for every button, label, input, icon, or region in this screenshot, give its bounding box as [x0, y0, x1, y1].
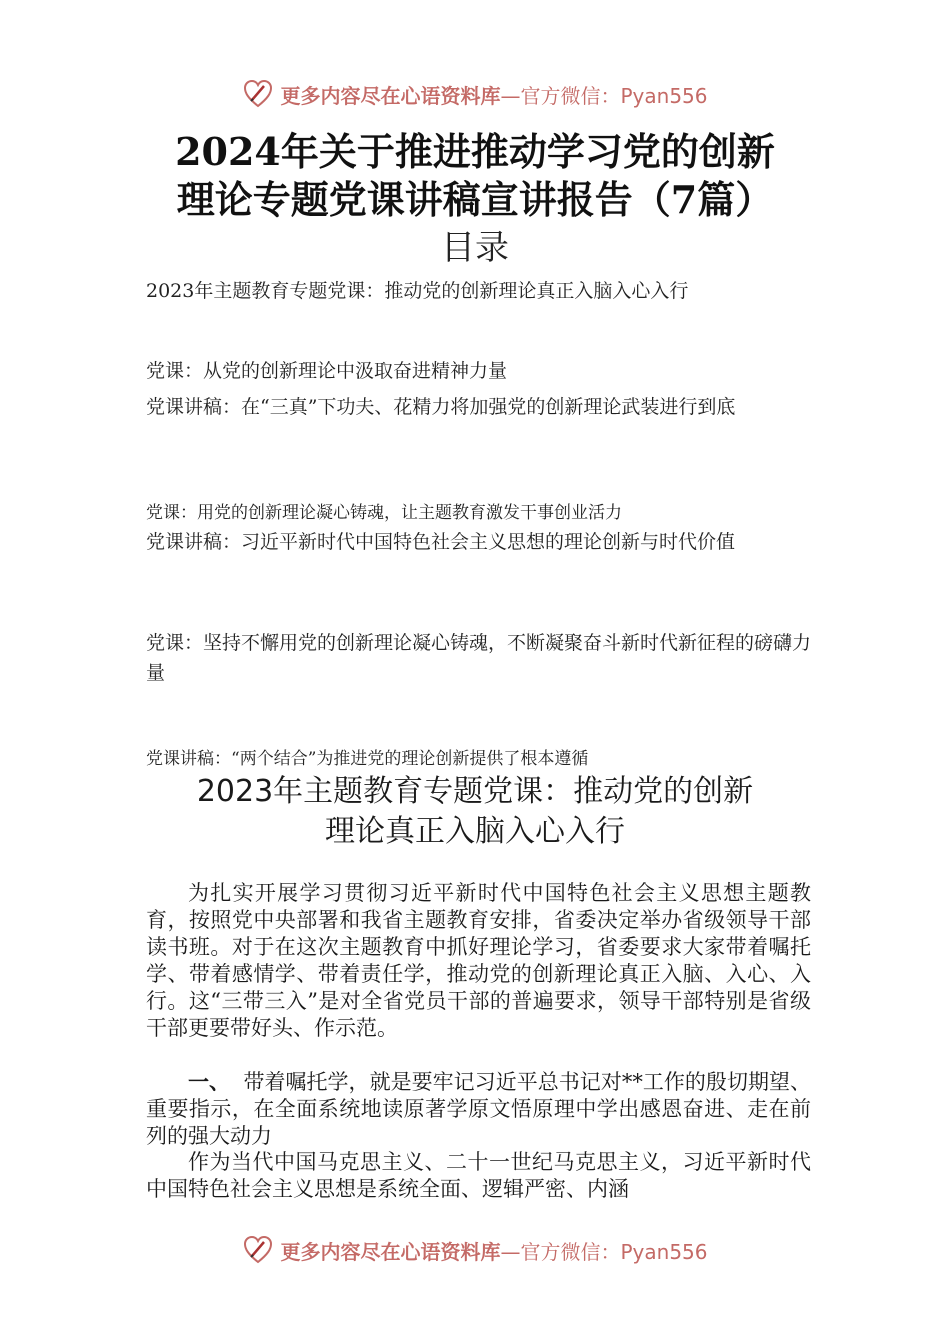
document-title-line2: 理论专题党课讲稿宣讲报告（7篇）: [176, 177, 774, 222]
document-title-line1: 2024年关于推进推动学习党的创新: [175, 129, 775, 174]
toc-item[interactable]: 党课：从党的创新理论中汲取奋进精神力量: [146, 360, 508, 382]
toc-heading: 目录: [441, 228, 509, 268]
document-title: [0, 128, 950, 224]
toc-item[interactable]: 党课讲稿：“两个结合”为推进党的理论创新提供了根本遵循: [146, 749, 589, 769]
section-title: [0, 772, 950, 852]
toc-item[interactable]: 2023年主题教育专题党课：推动党的创新理论真正入脑入心入行: [146, 280, 689, 302]
watermark-footer: [0, 1230, 950, 1270]
body-paragraph-3: 作为当代中国马克思主义、二十一世纪马克思主义，习近平新时代中国特色社会主义思想是系统全面、逻辑严密、内涵: [146, 1150, 811, 1201]
watermark-text: [280, 80, 707, 109]
watermark-wechat-id: Pyan556: [620, 83, 708, 108]
watermark-wechat-label: 官方微信：: [520, 83, 621, 108]
heart-pen-logo-icon: [242, 1234, 274, 1266]
heart-pen-logo-icon: [242, 78, 274, 110]
watermark-text: [280, 1236, 707, 1265]
watermark-brand: 更多内容尽在心语资料库: [280, 1239, 501, 1264]
watermark-wechat-id: Pyan556: [620, 1239, 708, 1264]
paragraph-heading-text: 带着嘱托学，就是要牢记习近平总书记对**工作的殷切期望、重要指示，在全面系统地读原著学原文悟原理中学出感恩奋进、走在前列的强大动力: [146, 1070, 812, 1148]
section-title-line2: 理论真正入脑入心入行: [325, 814, 625, 849]
toc-item[interactable]: 党课讲稿：在“三真”下功夫、花精力将加强党的创新理论武装进行到底: [146, 396, 736, 418]
toc-item[interactable]: 党课讲稿：习近平新时代中国特色社会主义思想的理论创新与时代价值: [146, 531, 736, 553]
section-title-line1: 2023年主题教育专题党课：推动党的创新: [196, 774, 754, 809]
watermark-wechat-label: 官方微信：: [520, 1239, 621, 1264]
watermark-separator: —: [500, 83, 521, 108]
watermark-header: [0, 74, 950, 114]
toc-item[interactable]: 党课：坚持不懈用党的创新理论凝心铸魂，不断凝聚奋斗新时代新征程的磅礴力量: [146, 632, 812, 684]
toc-item[interactable]: 党课：用党的创新理论凝心铸魂，让主题教育激发干事创业活力: [146, 503, 622, 523]
paragraph-number: 一、: [188, 1069, 231, 1094]
body-paragraph-2: [146, 1068, 811, 1150]
watermark-separator: —: [500, 1239, 521, 1264]
body-paragraph-1: 为扎实开展学习贯彻习近平新时代中国特色社会主义思想主题教育，按照党中央部署和我省主题教育安排，省委决定举办省级领导干部读书班。对于在这次主题教育中抓好理论学习，省委要求大家带着嘱托学、带着感情学、带着责任学，推动党的创新理论真正入脑、入心、入行。这“三带三入”是对全省党员干部的普遍要求，领导干部特别是省级干部更要带好头、作示范。: [146, 881, 811, 1040]
watermark-brand: 更多内容尽在心语资料库: [280, 83, 501, 108]
